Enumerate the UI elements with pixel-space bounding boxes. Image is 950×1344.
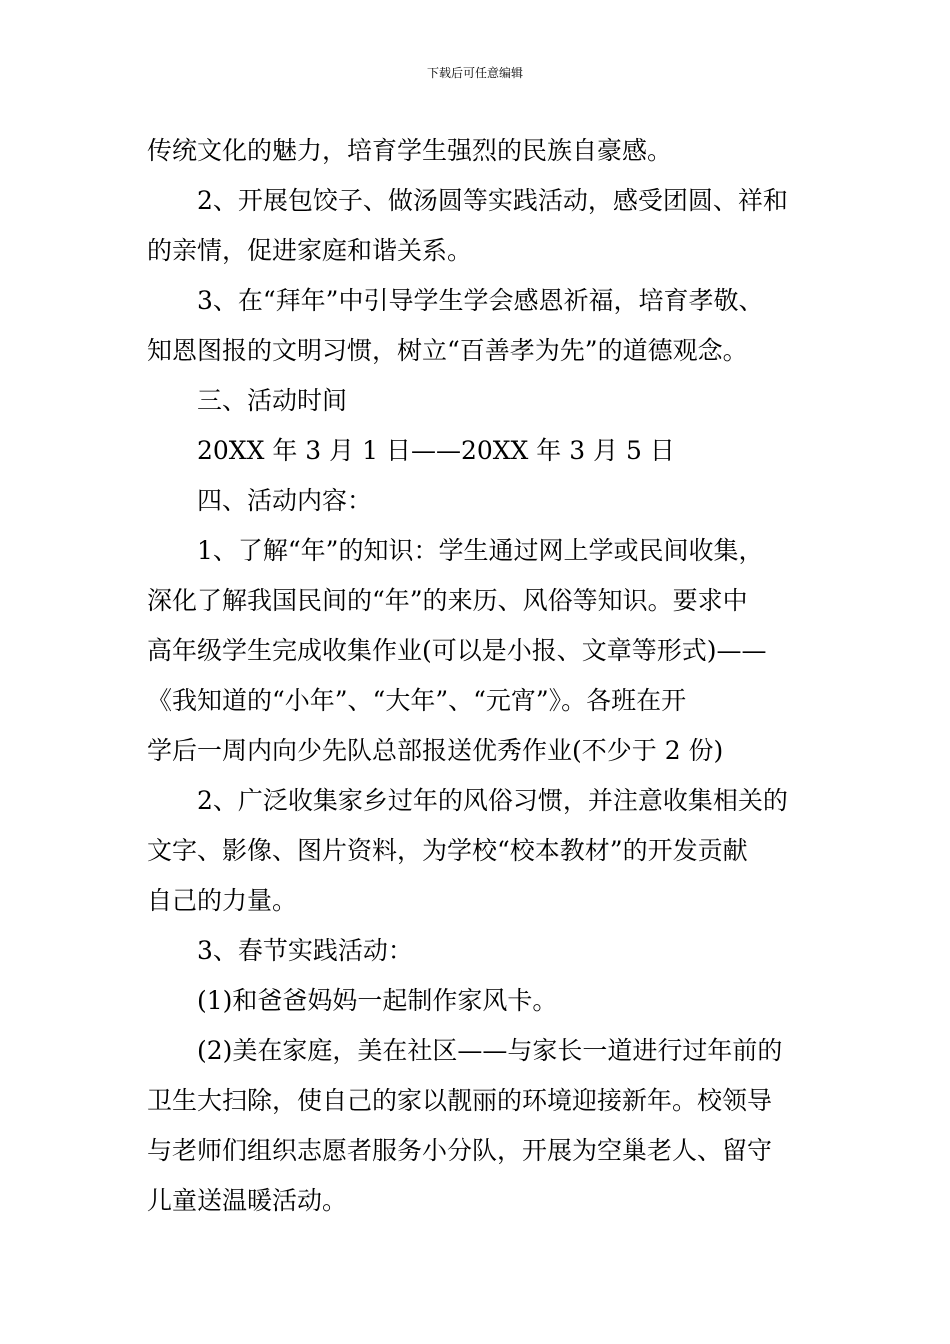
section-heading-time: 三、活动时间 — [197, 386, 348, 415]
date-range: 20XX 年 3 月 1 日——20XX 年 3 月 5 日 — [197, 436, 675, 465]
text-line: 自己的力量。 — [147, 886, 298, 915]
text-line: 3、在“拜年”中引导学生学会感恩祈福，培育孝敬、 — [197, 286, 764, 315]
text-line: 传统文化的魅力，培育学生强烈的民族自豪感。 — [147, 136, 673, 165]
text-line: 深化了解我国民间的“年”的来历、风俗等知识。要求中 — [147, 586, 748, 615]
text-line: 学后一周内向少先队总部报送优秀作业(不少于 2 份) — [147, 736, 724, 765]
text-line: 知恩图报的文明习惯，树立“百善孝为先”的道德观念。 — [147, 336, 748, 365]
text-line: 卫生大扫除，使自己的家以靓丽的环境迎接新年。校领导 — [147, 1086, 773, 1115]
list-item: (2)美在家庭，美在社区——与家长一道进行过年前的 — [197, 1036, 783, 1065]
page-header-note: 下载后可任意编辑 — [426, 66, 523, 80]
text-line: 高年级学生完成收集作业(可以是小报、文章等形式)—— — [147, 636, 767, 665]
text-line: 2、开展包饺子、做汤圆等实践活动，感受团圆、祥和 — [197, 186, 788, 215]
text-line: 1、了解“年”的知识：学生通过网上学或民间收集， — [197, 536, 764, 565]
text-line: 2、广泛收集家乡过年的风俗习惯，并注意收集相关的 — [197, 786, 788, 815]
document-body — [147, 126, 817, 1226]
list-item: (1)和爸爸妈妈一起制作家风卡。 — [197, 986, 558, 1015]
text-line: 《我知道的“小年”、“大年”、“元宵”》。各班在开 — [147, 686, 687, 715]
text-line: 儿童送温暖活动。 — [147, 1186, 348, 1215]
text-line: 3、春节实践活动： — [197, 936, 413, 965]
text-line: 的亲情，促进家庭和谐关系。 — [147, 236, 473, 265]
text-line: 与老师们组织志愿者服务小分队，开展为空巢老人、留守 — [147, 1136, 773, 1165]
text-line: 文字、影像、图片资料，为学校“校本教材”的开发贡献 — [147, 836, 748, 865]
section-heading-content: 四、活动内容： — [197, 486, 373, 515]
